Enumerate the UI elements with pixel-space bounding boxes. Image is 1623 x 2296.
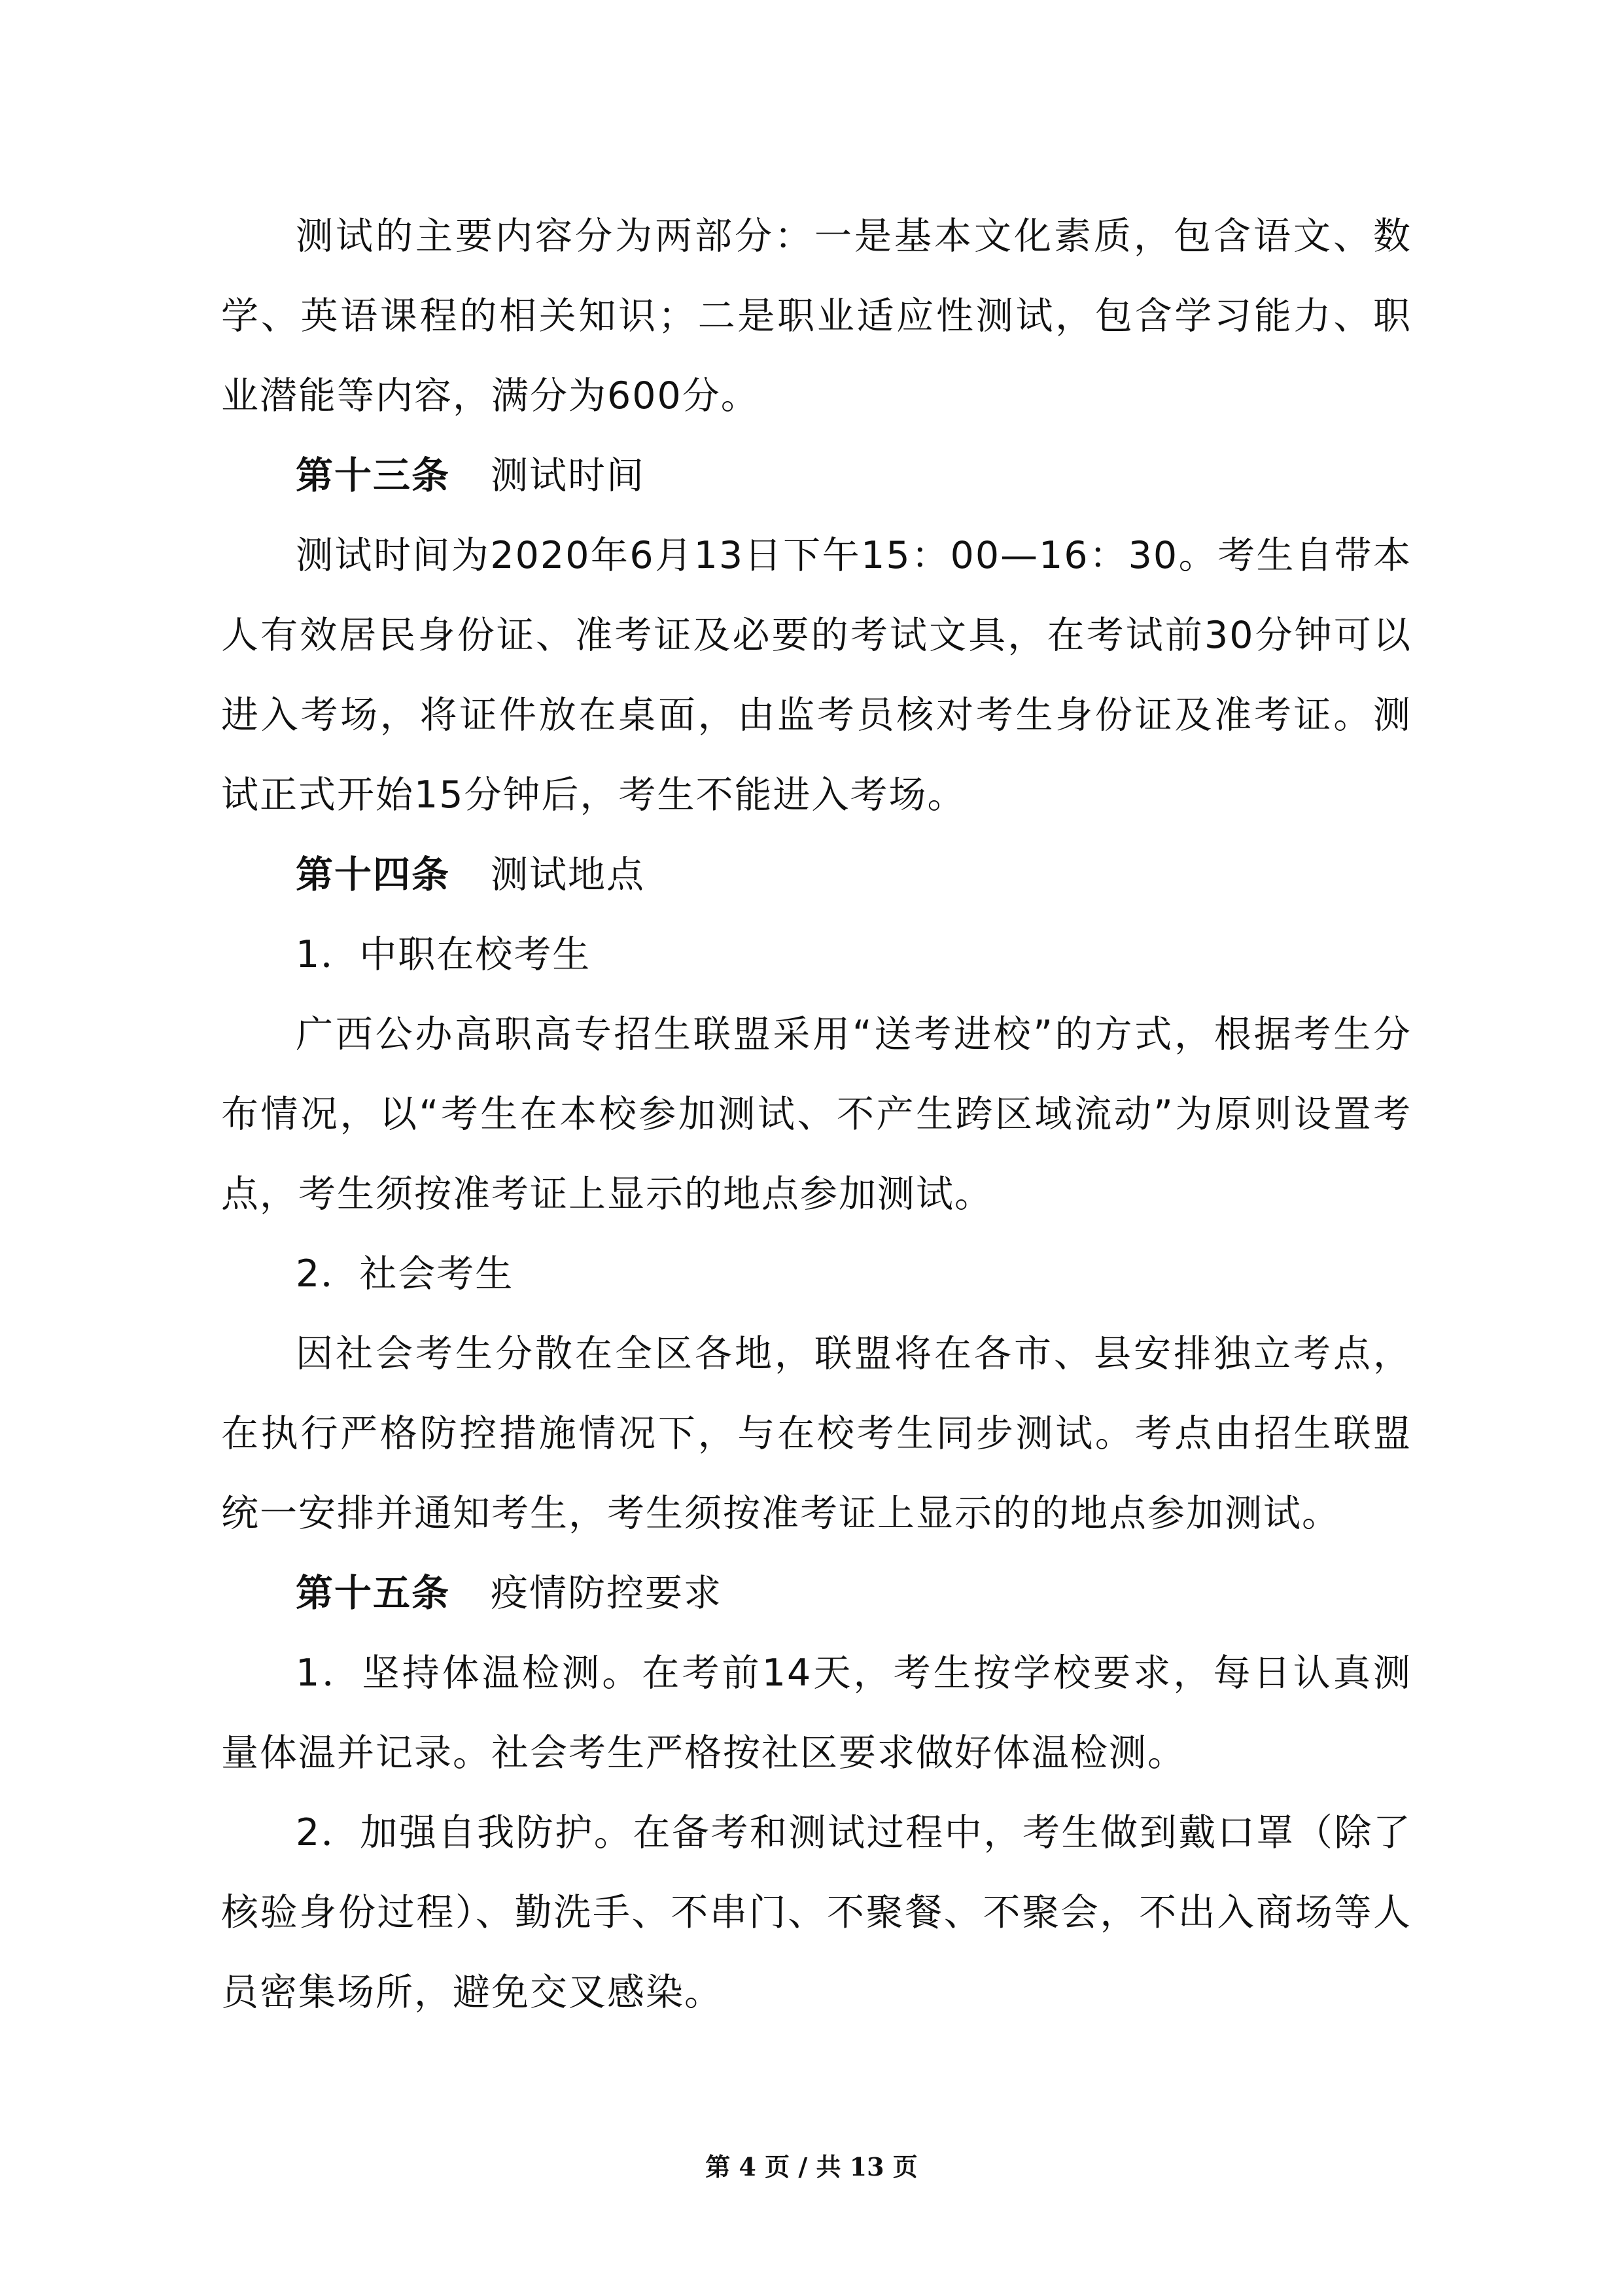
article-number: 第十五条: [296, 1572, 450, 1615]
article-title: 测试时间: [491, 454, 645, 497]
article-title: 测试地点: [491, 853, 645, 896]
body-paragraph: 测试时间为2020年6月13日下午15：00—16：30。考生自带本人有效居民身份证、准考证及必要的考试文具，在考试前30分钟可以进入考场，将证件放在桌面，由监考员核对考生身份证及准考证。测试正式开始15分钟后，考生不能进入考场。: [221, 534, 1412, 817]
body-paragraph: 测试的主要内容分为两部分：一是基本文化素质，包含语文、数学、英语课程的相关知识；二是职业适应性测试，包含学习能力、职业潜能等内容，满分为600分。: [221, 215, 1412, 417]
page-body: [221, 196, 1412, 2032]
article-title: 疫情防控要求: [491, 1572, 722, 1615]
section-heading: [221, 436, 1412, 516]
body-paragraph: 广西公办高职高专招生联盟采用“送考进校”的方式，根据考生分布情况，以“考生在本校参加测试、不产生跨区域流动”为原则设置考点，考生须按准考证上显示的地点参加测试。: [221, 1013, 1412, 1216]
section-heading: [221, 1553, 1412, 1633]
article-number: 第十三条: [296, 454, 450, 497]
body-paragraph: 1．坚持体温检测。在考前14天，考生按学校要求，每日认真测量体温并记录。社会考生严格按社区要求做好体温检测。: [221, 1651, 1412, 1775]
article-number: 第十四条: [296, 853, 450, 896]
body-paragraph: 2．加强自我防护。在备考和测试过程中，考生做到戴口罩（除了核验身份过程）、勤洗手、不串门、不聚餐、不聚会，不出入商场等人员密集场所，避免交叉感染。: [221, 1811, 1412, 2014]
page-footer: 第 4 页 / 共 13 页: [705, 2152, 918, 2181]
body-paragraph: 因社会考生分散在全区各地，联盟将在各市、县安排独立考点，在执行严格防控措施情况下，与在校考生同步测试。考点由招生联盟统一安排并通知考生，考生须按准考证上显示的的地点参加测试。: [221, 1332, 1412, 1535]
body-paragraph: 1．中职在校考生: [296, 933, 591, 976]
body-paragraph: 2．社会考生: [296, 1252, 514, 1296]
section-heading: [221, 835, 1412, 915]
